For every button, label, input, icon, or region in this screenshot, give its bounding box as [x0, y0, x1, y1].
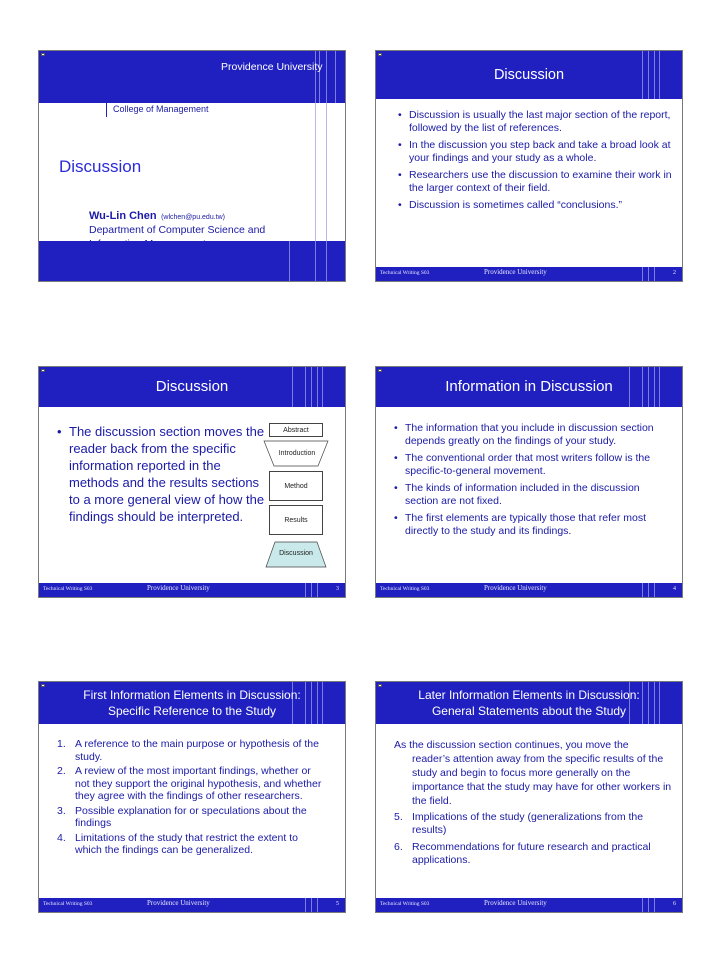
title-line: General Statements about the Study: [431, 704, 627, 718]
college-name: College of Management: [113, 104, 209, 114]
title-bar: [39, 367, 345, 407]
slide-corner-marker: [378, 53, 382, 56]
title-bar: [376, 367, 682, 407]
bullet-item: • The discussion section moves the reader back from the specific information reported in the methods and the results sections to a more general view of how the findings should be interpreted.: [57, 424, 265, 524]
slide-4: [375, 366, 683, 598]
title-line: Later Information Elements in Discussion:: [418, 688, 640, 702]
department-name: Department of Computer Science and: [89, 224, 266, 236]
list-item: 4. Limitations of the study that restrict the extent to which the findings can be generalized.: [57, 831, 298, 856]
slide-footer: [39, 583, 345, 597]
footer-university: Providence University: [484, 899, 547, 907]
bullet-item: • The conventional order that most writers follow is the specific-to-general movement.: [394, 452, 672, 478]
intro-paragraph: [394, 738, 672, 808]
author-email: (wlchen@pu.edu.tw): [161, 214, 225, 221]
list-item: 1. A reference to the main purpose or hypothesis of the study.: [57, 738, 319, 763]
bullet-text: The discussion section moves the reader back from the specific information reported in the methods and the results sections to a more general view of how the findings should be interpreted.: [69, 424, 265, 524]
bullet-item: • Discussion is usually the last major section of the report, followed by the list of references.: [398, 109, 674, 135]
list-item: 5. Implications of the study (generalizations from the results): [394, 811, 644, 836]
slide-title: [39, 687, 345, 719]
title-line: Specific Reference to the Study: [107, 704, 277, 718]
divider: [106, 103, 107, 117]
list-item: 6. Recommendations for future research and practical applications.: [394, 841, 651, 866]
diagram-box-method: Method: [269, 471, 323, 501]
title-line: First Information Elements in Discussion:: [83, 688, 301, 702]
slide-title: Information in Discussion: [445, 378, 613, 395]
bullet-item: • The first elements are typically those that refer most directly to the study and its findings.: [394, 512, 672, 538]
slide-2: [375, 50, 683, 282]
bullet-item: • Discussion is sometimes called “conclusions.”: [398, 199, 674, 212]
slide-footer: [39, 898, 345, 912]
bullet-item: • The kinds of information included in the discussion section are not fixed.: [394, 482, 672, 508]
slide-title: Discussion: [493, 67, 565, 83]
diagram-label-introduction: Introduction: [278, 450, 316, 457]
slide-footer: [376, 267, 682, 281]
diagram-box-results: Results: [269, 505, 323, 535]
slide-title: [376, 687, 682, 719]
intro-first-line: As the discussion section continues, you move the: [394, 739, 629, 751]
page-number: 3: [336, 586, 339, 592]
page-number: 5: [336, 901, 339, 907]
slide-title: Discussion: [59, 157, 142, 176]
author-line: [89, 206, 225, 224]
list-item: 3. Possible explanation for or speculations about the findings: [57, 804, 307, 829]
slide-title: Discussion: [155, 378, 229, 395]
title-bar: [39, 682, 345, 724]
title-bar: [376, 682, 682, 724]
footer-university: Providence University: [484, 584, 547, 592]
slide-footer: [376, 583, 682, 597]
footer-university: Providence University: [147, 584, 210, 592]
university-name: Providence University: [221, 61, 323, 73]
slide-corner-marker: [378, 684, 382, 687]
bullet-list: [398, 109, 674, 216]
footer-course: Technical Writing S03: [380, 586, 430, 592]
bullet-item: • The information that you include in discussion section depends greatly on the findings of your study.: [394, 422, 672, 448]
footer-course: Technical Writing S03: [43, 586, 93, 592]
footer-course: Technical Writing S03: [380, 901, 430, 907]
footer-course: Technical Writing S03: [43, 901, 93, 907]
page-number: 6: [673, 901, 676, 907]
slide-corner-marker: [378, 369, 382, 372]
footer-university: Providence University: [147, 899, 210, 907]
numbered-list: [57, 738, 327, 859]
bottom-band: [39, 241, 345, 281]
slide-footer: [376, 898, 682, 912]
page-number: 2: [673, 270, 676, 276]
diagram-label-discussion: Discussion: [279, 550, 313, 557]
slide-corner-marker: [41, 684, 45, 687]
numbered-list: [394, 811, 672, 868]
footer-course: Technical Writing S03: [380, 270, 430, 276]
footer-university: Providence University: [484, 268, 547, 276]
slide-corner-marker: [41, 369, 45, 372]
bullet-item: • In the discussion you step back and take a broad look at your findings and your study as a whole.: [398, 139, 674, 165]
bullet-list: [394, 422, 672, 542]
diagram-box-abstract: Abstract: [269, 423, 323, 437]
author-name: Wu-Lin Chen: [89, 210, 157, 222]
slide-corner-marker: [41, 53, 45, 56]
title-bar: [376, 51, 682, 99]
slide-1: [38, 50, 346, 282]
slide-5: [38, 681, 346, 913]
slide-3: [38, 366, 346, 598]
list-item: 2. A review of the most important findings, whether or not they support the original hypothesis, and whether they agree with the findings of other researchers.: [57, 765, 322, 802]
page-number: 4: [673, 586, 676, 592]
slide-6: [375, 681, 683, 913]
title-band: [39, 51, 345, 103]
bullet-item: • Researchers use the discussion to examine their work in the larger context of their field.: [398, 169, 674, 195]
intro-rest: reader’s attention away from the specific results of the study and begin to focus more generally on the importance that the study may have for other workers in the field.: [412, 753, 672, 807]
